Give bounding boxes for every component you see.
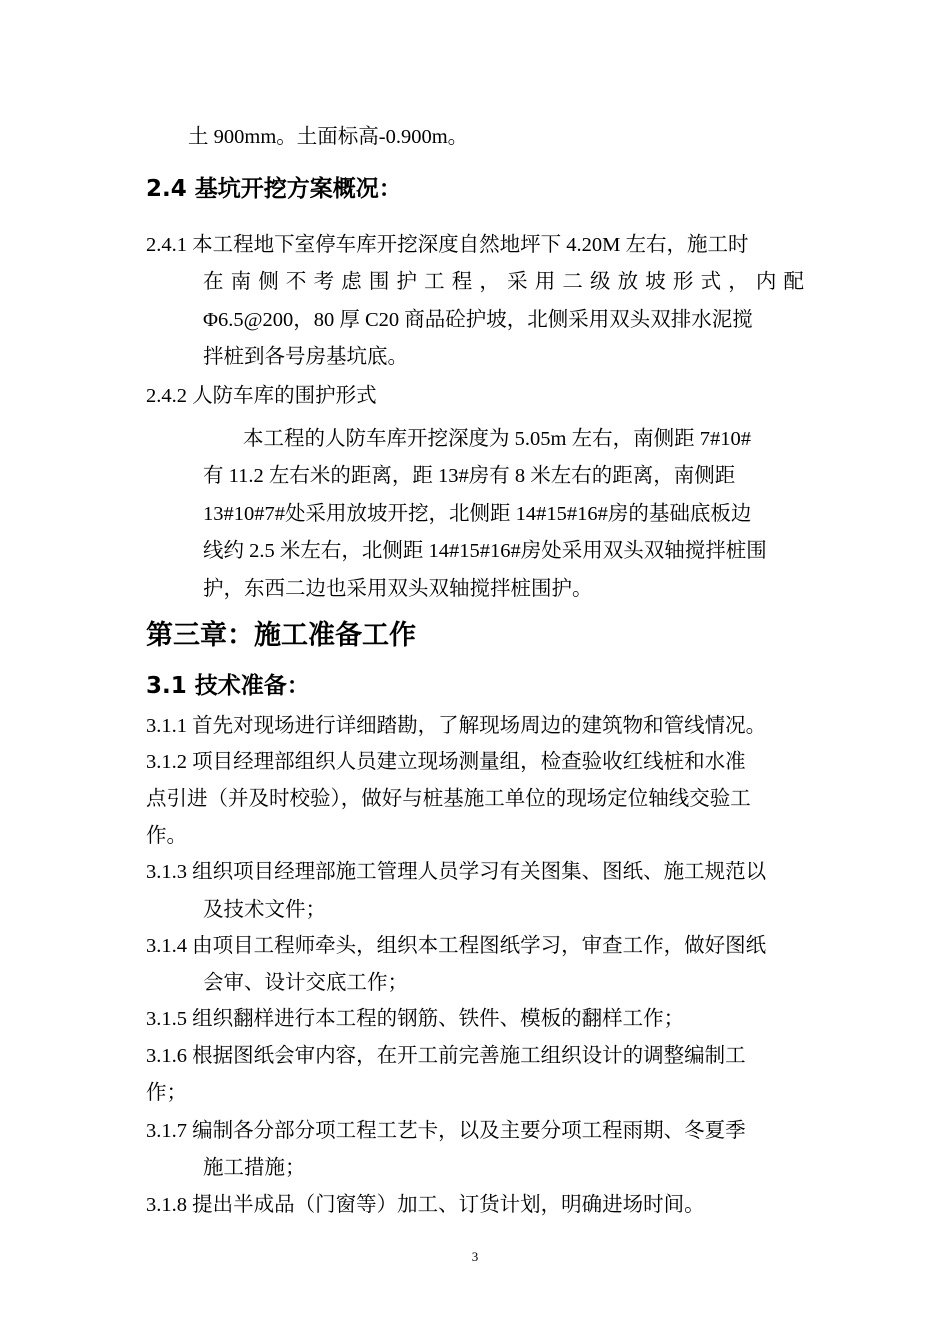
item-3-1-2-line-2: 点引进（并及时校验），做好与桩基施工单位的现场定位轴线交验工 — [146, 788, 751, 810]
item-3-1-3-line-2: 及技术文件； — [203, 899, 326, 921]
paragraph-2-4-2-title: 2.4.2 人防车库的围护形式 — [146, 385, 377, 407]
paragraph-2-4-2-line-1: 本工程的人防车库开挖深度为 5.05m 左右，南侧距 7#10# — [243, 428, 751, 450]
item-3-1-6-line-2: 作； — [146, 1082, 187, 1104]
section-2-4-heading: 2.4 基坑开挖方案概况： — [146, 176, 402, 202]
item-3-1-7-line-2: 施工措施； — [203, 1157, 306, 1179]
paragraph-2-4-1-line-3: Φ6.5@200，80 厚 C20 商品砼护坡，北侧采用双头双排水泥搅 — [203, 309, 753, 331]
intro-line: 土 900mm。土面标高-0.900m。 — [188, 126, 469, 148]
page-number: 3 — [471, 1249, 479, 1264]
item-3-1-8: 3.1.8 提出半成品（门窗等）加工、订货计划，明确进场时间。 — [146, 1194, 705, 1216]
item-3-1-1: 3.1.1 首先对现场进行详细踏勘，了解现场周边的建筑物和管线情况。 — [146, 715, 767, 737]
paragraph-2-4-1-line-4: 拌桩到各号房基坑底。 — [203, 346, 408, 368]
item-3-1-6-line-1: 3.1.6 根据图纸会审内容，在开工前完善施工组织设计的调整编制工 — [146, 1045, 746, 1067]
item-3-1-4-line-2: 会审、设计交底工作； — [203, 972, 408, 994]
item-3-1-4-line-1: 3.1.4 由项目工程师牵头，组织本工程图纸学习，审查工作，做好图纸 — [146, 935, 767, 957]
item-3-1-7-line-1: 3.1.7 编制各分部分项工程工艺卡，以及主要分项工程雨期、冬夏季 — [146, 1120, 746, 1142]
paragraph-2-4-1-line-1: 2.4.1 本工程地下室停车库开挖深度自然地坪下 4.20M 左右，施工时 — [146, 234, 749, 256]
item-3-1-2-line-1: 3.1.2 项目经理部组织人员建立现场测量组，检查验收红线桩和水准 — [146, 751, 746, 773]
item-3-1-3-line-1: 3.1.3 组织项目经理部施工管理人员学习有关图集、图纸、施工规范以 — [146, 861, 767, 883]
item-3-1-2-line-3: 作。 — [146, 825, 187, 847]
paragraph-2-4-2-line-3: 13#10#7#处采用放坡开挖，北侧距 14#15#16#房的基础底板边 — [203, 503, 752, 525]
paragraph-2-4-2-line-2: 有 11.2 左右米的距离，距 13#房有 8 米左右的距离，南侧距 — [203, 465, 736, 487]
paragraph-2-4-1-line-2: 在南侧不考虑围护工程，采用二级放坡形式，内配 — [203, 271, 804, 293]
chapter-3-title: 第三章：施工准备工作 — [146, 620, 416, 651]
paragraph-2-4-2-line-5: 护，东西二边也采用双头双轴搅拌桩围护。 — [203, 578, 593, 600]
item-3-1-5: 3.1.5 组织翻样进行本工程的钢筋、铁件、模板的翻样工作； — [146, 1008, 685, 1030]
paragraph-2-4-2-line-4: 线约 2.5 米左右，北侧距 14#15#16#房处采用双头双轴搅拌桩围 — [203, 540, 767, 562]
section-3-1-heading: 3.1 技术准备： — [146, 673, 310, 699]
